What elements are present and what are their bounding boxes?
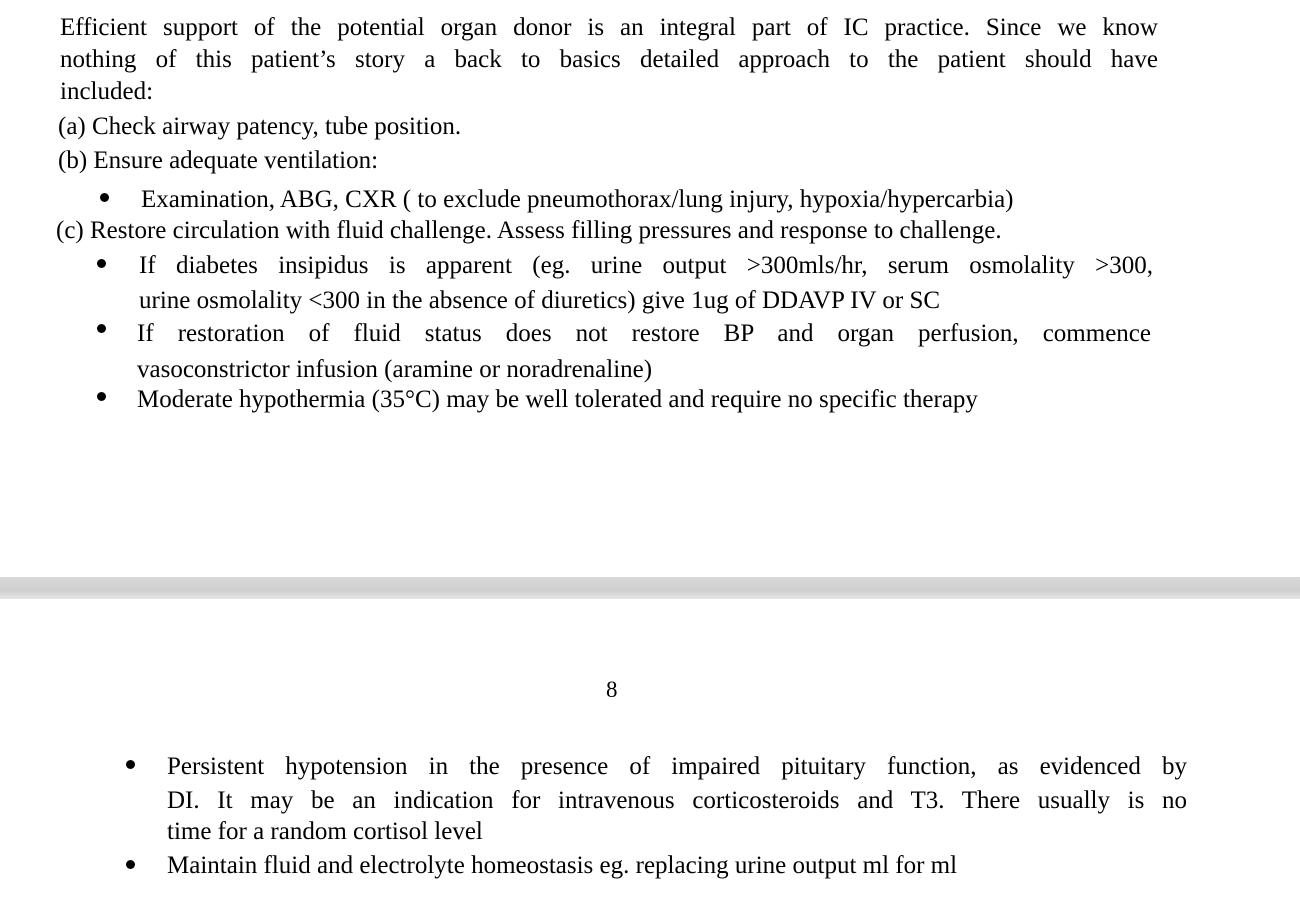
item-c-bullet-2-line-1: If restoration of fluid status does not restore BP and organ perfusion, commence	[137, 320, 1151, 347]
page2-bullet-1-line-1: Persistent hypotension in the presence of impaired pituitary function, as evidenced by	[167, 753, 1187, 780]
bullet-marker	[126, 860, 135, 869]
page-separator	[0, 577, 1300, 599]
bullet-marker	[126, 760, 135, 769]
page-number: 8	[606, 677, 618, 702]
bullet-marker	[97, 392, 106, 401]
intro-line-1: Efficient support of the potential organ donor is an integral part of IC practice. Since we know	[60, 14, 1158, 41]
item-b-bullet: Examination, ABG, CXR ( to exclude pneumothorax/lung injury, hypoxia/hypercarbia)	[141, 186, 1014, 213]
intro-line-3: included:	[60, 78, 154, 105]
item-c-bullet-3: Moderate hypothermia (35°C) may be well tolerated and require no specific therapy	[137, 386, 978, 413]
item-a: (a) Check airway patency, tube position.	[58, 113, 462, 140]
item-c-bullet-1-line-2: urine osmolality <300 in the absence of diuretics) give 1ug of DDAVP IV or SC	[139, 287, 941, 314]
intro-line-2: nothing of this patient’s story a back to basics detailed approach to the patient should have	[60, 46, 1158, 73]
page2-bullet-1-line-2: DI. It may be an indication for intravenous corticosteroids and T3. There usually is no	[167, 787, 1187, 814]
bullet-marker	[97, 259, 106, 268]
page2-bullet-2: Maintain fluid and electrolyte homeostasis eg. replacing urine output ml for ml	[167, 852, 958, 879]
item-c: (c) Restore circulation with fluid challenge. Assess filling pressures and response to challenge.	[56, 217, 1002, 244]
item-b: (b) Ensure adequate ventilation:	[58, 147, 379, 174]
bullet-marker	[97, 324, 106, 333]
bullet-marker	[100, 193, 109, 202]
item-c-bullet-1-line-1: If diabetes insipidus is apparent (eg. urine output >300mls/hr, serum osmolality >300,	[139, 252, 1153, 279]
item-c-bullet-2-line-2: vasoconstrictor infusion (aramine or noradrenaline)	[137, 356, 653, 383]
page2-bullet-1-line-3: time for a random cortisol level	[167, 818, 483, 845]
